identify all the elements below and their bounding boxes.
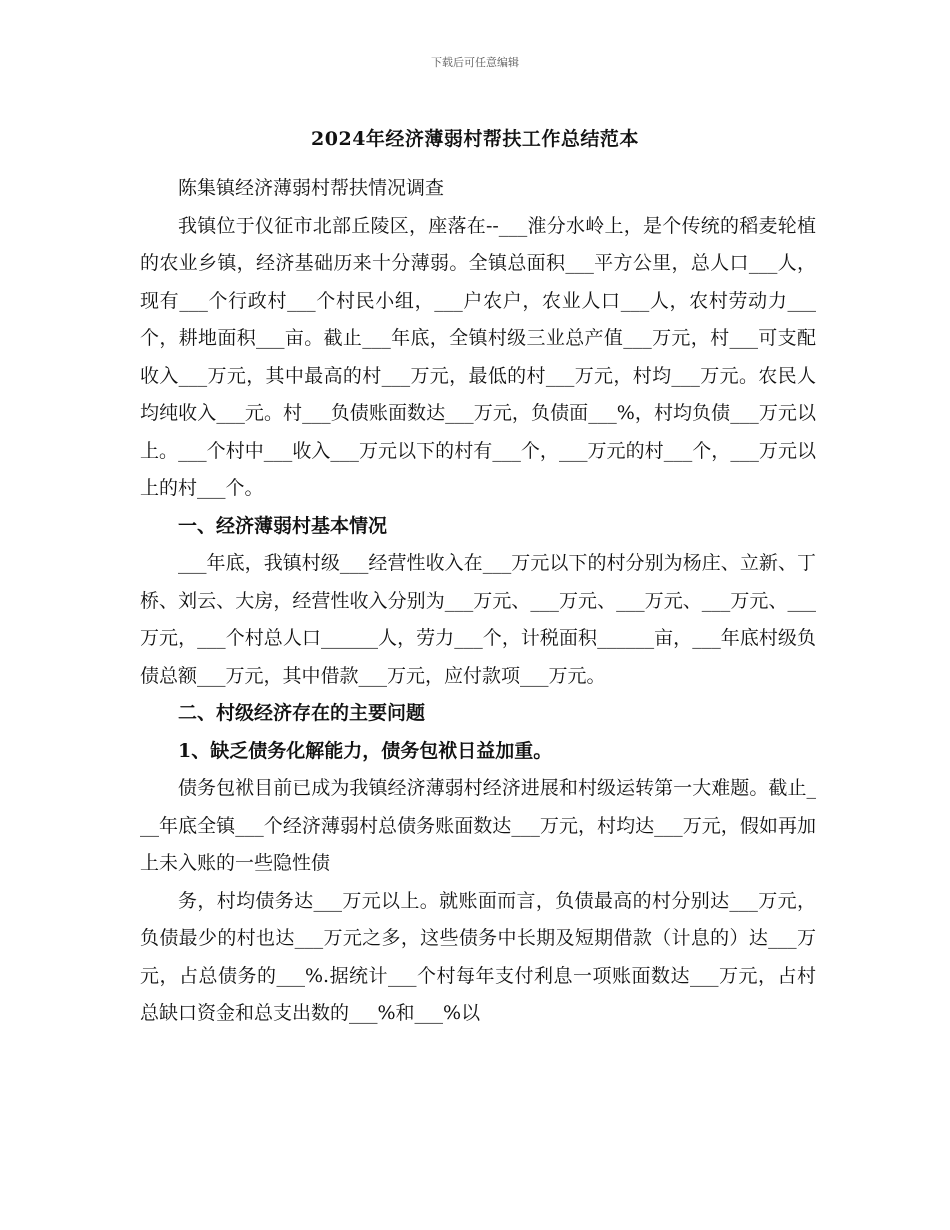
header-note: 下载后可任意编辑 [431, 56, 519, 69]
debt-paragraph-2: 务，村均债务达___万元以上。就账面而言，负债最高的村分别达___万元，负债最少的村也达___万元之多，这些债务中长期及短期借款（计息的）达___万元，占总债务的___%.据统计___个村每年支付利息一项账面数达___万元，占村总缺口资金和总支出数的___%和___%以 [140, 889, 816, 1024]
section-heading-2: 二、村级经济存在的主要问题 [178, 702, 426, 724]
document-title: 2024年经济薄弱村帮扶工作总结范本 [311, 128, 639, 150]
intro-paragraph: 我镇位于仪征市北部丘陵区，座落在--___淮分水岭上，是个传统的稻麦轮植的农业乡镇，经济基础历来十分薄弱。全镇总面积___平方公里，总人口___人，现有___个行政村___个村民小组，___户农户，农业人口___人，农村劳动力___个，耕地面积___亩。截止___年底，全镇村级三业总产值___万元，村___可支配收入___万元，其中最高的村___万元，最低的村___万元，村均___万元。农民人均纯收入___元。村___负债账面数达___万元，负债面___%，村均负债___万元以上。___个村中___收入___万元以下的村有___个，___万元的村___个，___万元以上的村___个。 [140, 214, 816, 499]
subtitle-paragraph: 陈集镇经济薄弱村帮扶情况调查 [178, 177, 445, 199]
document-body [140, 170, 816, 1033]
debt-paragraph-1: 债务包袱目前已成为我镇经济薄弱村经济进展和村级运转第一大难题。截止___年底全镇___个经济薄弱村总债务账面数达___万元，村均达___万元，假如再加上未入账的一些隐性债 [140, 777, 816, 874]
subsection-heading-1: 1、缺乏债务化解能力，债务包袱日益加重。 [178, 739, 553, 762]
basic-situation-paragraph: ___年底，我镇村级___经营性收入在___万元以下的村分别为杨庄、立新、丁桥、刘云、大房，经营性收入分别为___万元、___万元、___万元、___万元、___万元，___个村总人口______人，劳力___个，计税面积______亩，___年底村级负债总额___万元，其中借款___万元，应付款项___万元。 [140, 552, 816, 687]
section-heading-1: 一、经济薄弱村基本情况 [178, 514, 388, 537]
